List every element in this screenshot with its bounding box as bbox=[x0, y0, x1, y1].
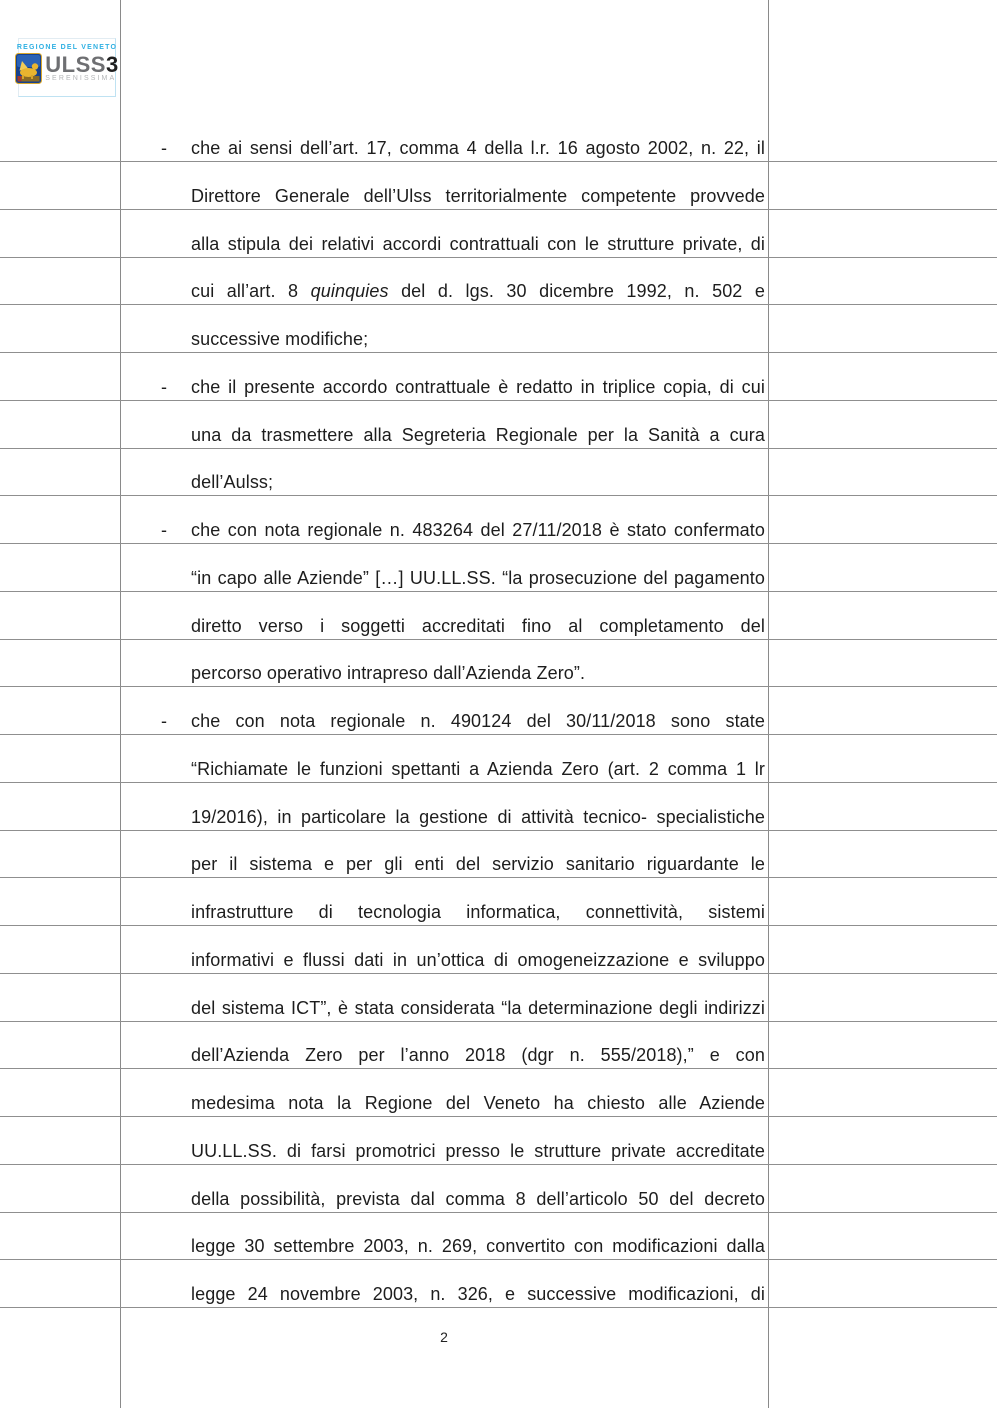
text-segment: Direttore Generale dell’Ulss territorialmente competente provvede bbox=[191, 185, 765, 206]
ruled-line bbox=[0, 1164, 997, 1165]
text-segment: che il presente accordo contrattuale è redatto in triplice copia, di cui bbox=[191, 376, 765, 397]
text-line bbox=[191, 947, 765, 973]
right-margin-rule bbox=[768, 0, 769, 1408]
text-segment: successive modifiche; bbox=[191, 329, 369, 349]
ruled-line bbox=[0, 925, 997, 926]
ruled-line bbox=[0, 1259, 997, 1260]
text-segment: “in capo alle Aziende” […] UU.LL.SS. “la prosecuzione del pagamento bbox=[191, 567, 765, 588]
ulss3-logo bbox=[16, 38, 119, 97]
text-segment: che ai sensi dell’art. 17, comma 4 della l.r. 16 agosto 2002, n. 22, il bbox=[191, 138, 765, 158]
text-line bbox=[191, 422, 765, 448]
text-segment: percorso operativo intrapreso dall’Azienda Zero”. bbox=[191, 663, 586, 684]
text-line bbox=[191, 1233, 765, 1259]
text-segment: che con nota regionale n. 490124 del 30/11/2018 sono state bbox=[191, 711, 765, 731]
bullet-dash: - bbox=[161, 376, 168, 397]
ruled-line bbox=[0, 782, 997, 783]
text-line bbox=[191, 660, 765, 686]
logo-texts bbox=[45, 52, 119, 82]
page-number: 2 bbox=[440, 1329, 448, 1345]
text-segment: “Richiamate le funzioni spettanti a Azienda Zero (art. 2 comma 1 lr bbox=[191, 758, 765, 779]
text-line bbox=[191, 565, 765, 591]
left-margin-rule bbox=[120, 0, 121, 1408]
ruled-line bbox=[0, 543, 997, 544]
text-line bbox=[191, 1090, 765, 1116]
text-segment: UU.LL.SS. di farsi promotrici presso le strutture private accreditate bbox=[191, 1140, 765, 1161]
ruled-line bbox=[0, 591, 997, 592]
lion-of-st-mark-crest-icon bbox=[15, 53, 42, 84]
logo-region-label: REGIONE DEL VENETO bbox=[16, 44, 118, 51]
text-segment: dell’Azienda Zero per l’anno 2018 (dgr n. 555/2018),” e con bbox=[191, 1045, 765, 1066]
text-line bbox=[191, 756, 765, 782]
ruled-line bbox=[0, 352, 997, 353]
ruled-line bbox=[0, 1307, 997, 1308]
text-line bbox=[191, 851, 765, 877]
text-segment: infrastrutture di tecnologia informatica, connettività, sistemi bbox=[191, 902, 765, 922]
text-line bbox=[161, 374, 765, 400]
ruled-line bbox=[0, 973, 997, 974]
logo-org-number: 3 bbox=[105, 52, 119, 77]
ruled-line bbox=[0, 448, 997, 449]
ruled-line bbox=[0, 1068, 997, 1069]
ruled-line bbox=[0, 1116, 997, 1117]
italic-text-segment: quinquies bbox=[310, 281, 389, 302]
text-segment: diretto verso i soggetti accreditati fino al completamento del bbox=[191, 615, 765, 636]
text-segment: per il sistema e per gli enti del servizio sanitario riguardante le bbox=[191, 854, 765, 875]
text-line bbox=[191, 1138, 765, 1164]
logo-org-name bbox=[45, 52, 119, 77]
ruled-line bbox=[0, 304, 997, 305]
ruled-line bbox=[0, 400, 997, 401]
text-line bbox=[161, 135, 765, 161]
text-segment: della possibilità, prevista dal comma 8 dell’articolo 50 del decreto bbox=[191, 1188, 765, 1209]
text-line bbox=[191, 804, 765, 830]
ruled-line bbox=[0, 257, 997, 258]
text-line bbox=[191, 613, 765, 639]
text-line bbox=[191, 899, 765, 925]
text-line bbox=[191, 995, 765, 1021]
text-segment: che con nota regionale n. 483264 del 27/11/2018 è stato confermato bbox=[191, 520, 765, 540]
logo-main bbox=[15, 53, 118, 84]
text-segment: medesima nota la Regione del Veneto ha chiesto alle Aziende bbox=[191, 1093, 765, 1113]
text-line bbox=[191, 278, 765, 304]
ruled-line bbox=[0, 1021, 997, 1022]
ruled-line bbox=[0, 209, 997, 210]
ruled-line bbox=[0, 639, 997, 640]
logo-subtitle: SERENISSIMA bbox=[45, 75, 117, 82]
text-segment: del sistema ICT”, è stata considerata “la determinazione degli indirizzi bbox=[191, 997, 765, 1018]
ruled-line bbox=[0, 161, 997, 162]
bullet-dash: - bbox=[161, 711, 168, 731]
text-line bbox=[191, 1186, 765, 1212]
text-segment: 19/2016), in particolare la gestione di attività tecnico- specialistiche bbox=[191, 806, 765, 827]
text-line bbox=[161, 517, 765, 543]
text-segment: informativi e flussi dati in un’ottica di omogeneizzazione e sviluppo bbox=[191, 949, 765, 970]
text-line bbox=[161, 708, 765, 734]
ruled-line bbox=[0, 1212, 997, 1213]
text-segment: alla stipula dei relativi accordi contrattuali con le strutture private, di bbox=[191, 233, 765, 254]
text-line bbox=[191, 1042, 765, 1068]
text-line bbox=[191, 1281, 765, 1307]
text-line bbox=[191, 469, 765, 495]
text-segment: dell’Aulss; bbox=[191, 472, 274, 493]
text-segment: legge 30 settembre 2003, n. 269, convertito con modificazioni dalla bbox=[191, 1236, 765, 1257]
text-line bbox=[191, 183, 765, 209]
ruled-line bbox=[0, 877, 997, 878]
text-segment: legge 24 novembre 2003, n. 326, e successive modificazioni, di bbox=[191, 1284, 765, 1304]
text-segment: cui all’art. 8 bbox=[191, 281, 311, 302]
logo-ulss-label: ULSS bbox=[45, 52, 106, 77]
ruled-line bbox=[0, 734, 997, 735]
text-segment: una da trasmettere alla Segreteria Regionale per la Sanità a cura bbox=[191, 424, 765, 445]
text-segment: del d. lgs. 30 dicembre 1992, n. 502 e bbox=[388, 281, 765, 302]
text-line bbox=[191, 326, 765, 352]
bullet-dash: - bbox=[161, 520, 168, 540]
bullet-dash: - bbox=[161, 138, 168, 158]
ruled-line bbox=[0, 830, 997, 831]
text-line bbox=[191, 231, 765, 257]
ruled-line bbox=[0, 495, 997, 496]
ruled-line bbox=[0, 686, 997, 687]
